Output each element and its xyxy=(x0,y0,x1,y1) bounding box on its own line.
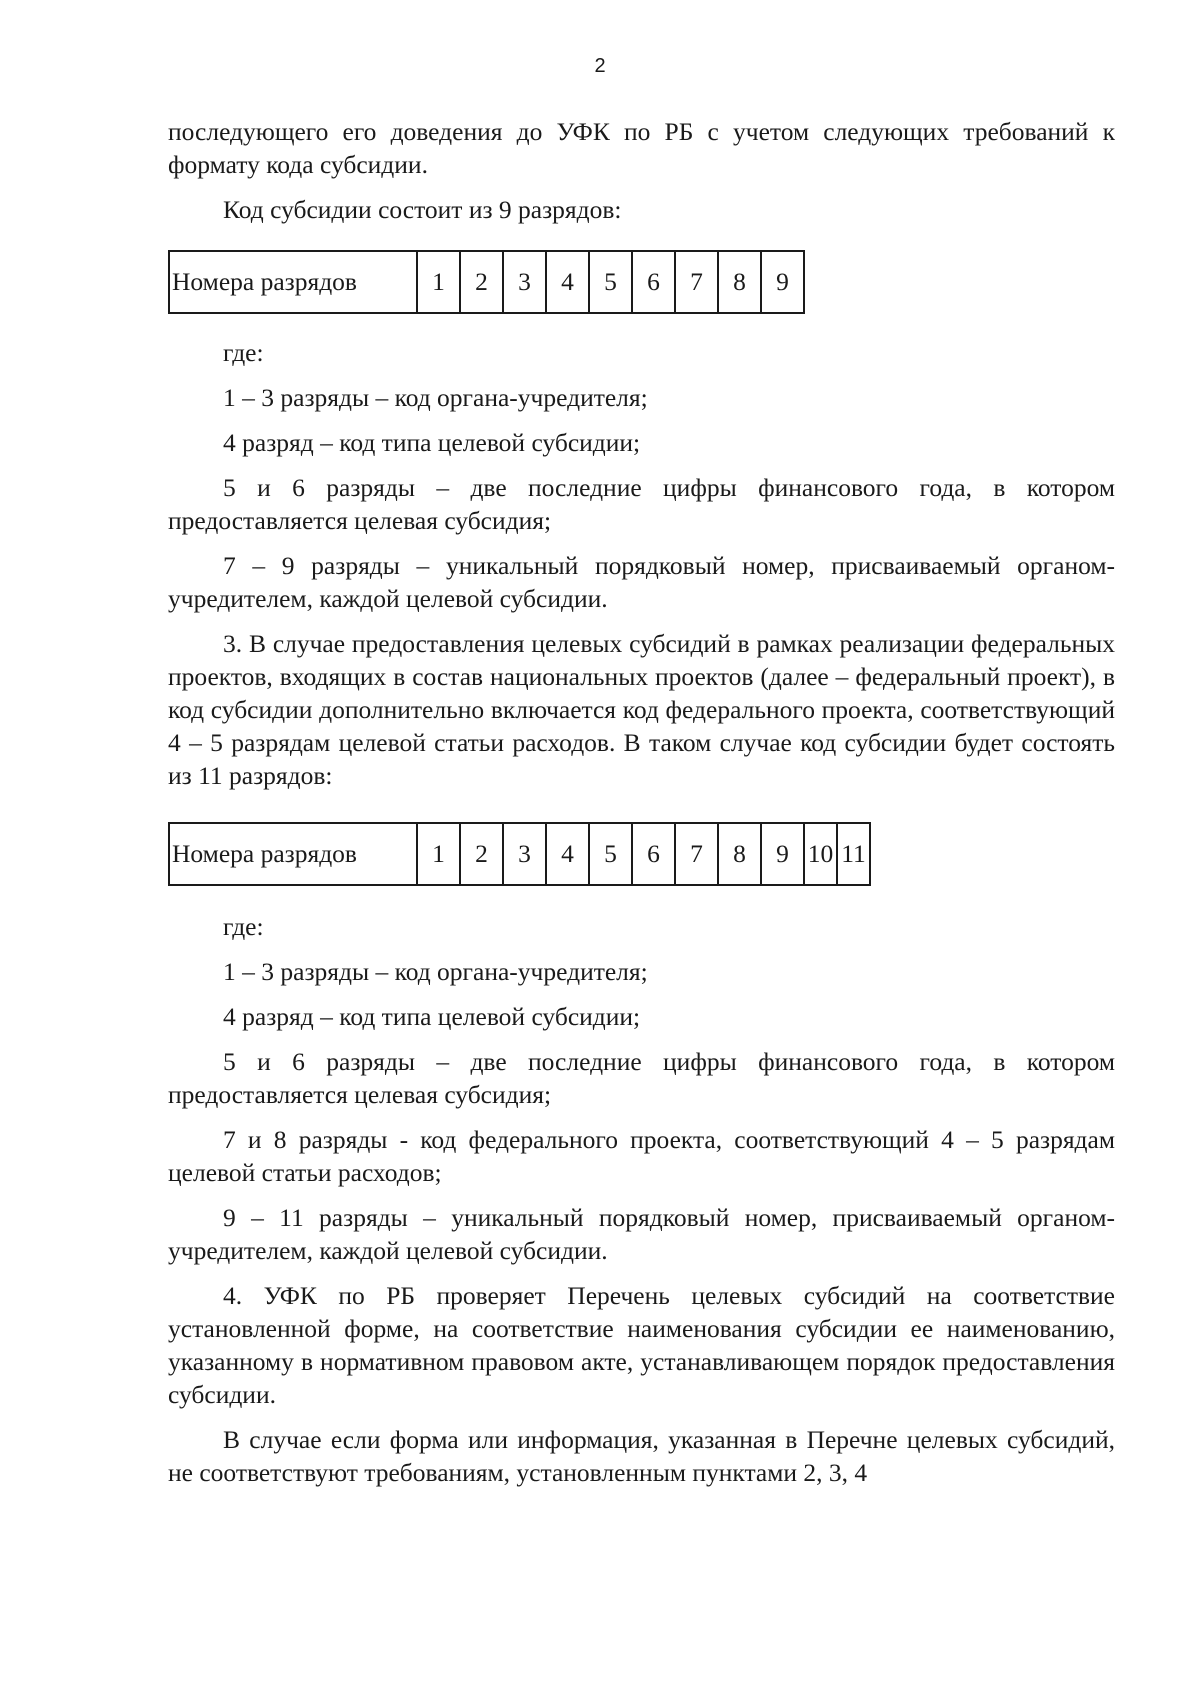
where-label: где: xyxy=(223,338,264,367)
digits-table-9-wrapper xyxy=(168,250,1115,314)
paragraph-if-noncompliant: В случае если форма или информация, указанная в Перечне целевых субсидий, не соответствуют требованиям, установленным пунктами 2, 3, 4 xyxy=(168,1425,1115,1487)
list-item: 1 – 3 разряды – код органа-учредителя; xyxy=(223,957,648,986)
digit-cell: 4 xyxy=(546,823,589,885)
table-label-cell: Номера разрядов xyxy=(169,823,417,885)
list-item: 7 и 8 разряды - код федерального проекта, соответствующий 4 – 5 разрядам целевой статьи расходов; xyxy=(168,1125,1115,1187)
paragraph-section-3: 3. В случае предоставления целевых субсидий в рамках реализации федеральных проектов, входящих в состав национальных проектов (далее – федеральный проект), в код субсидии дополнительно включается код федерального проекта, соответствующий 4 – 5 разрядам целевой статьи расходов. В таком случае код субсидии будет состоять из 11 разрядов: xyxy=(168,629,1115,790)
digit-cell: 8 xyxy=(718,251,761,313)
digit-cell: 5 xyxy=(589,251,632,313)
where-label: где: xyxy=(223,912,264,941)
digit-cell: 6 xyxy=(632,251,675,313)
paragraph-continuation: последующего его доведения до УФК по РБ с учетом следующих требований к формату кода субсидии. xyxy=(168,117,1115,179)
digit-cell: 8 xyxy=(718,823,761,885)
digit-cell: 3 xyxy=(503,251,546,313)
digit-cell: 1 xyxy=(417,251,460,313)
table-row xyxy=(169,823,870,885)
list-item: 5 и 6 разряды – две последние цифры финансового года, в котором предоставляется целевая субсидия; xyxy=(168,1047,1115,1109)
digit-cell: 1 xyxy=(417,823,460,885)
digit-cell: 5 xyxy=(589,823,632,885)
digit-cell: 2 xyxy=(460,251,503,313)
list-item: 1 – 3 разряды – код органа-учредителя; xyxy=(223,383,648,412)
paragraph-code-structure: Код субсидии состоит из 9 разрядов: xyxy=(223,195,622,224)
digit-cell: 7 xyxy=(675,823,718,885)
list-item: 5 и 6 разряды – две последние цифры финансового года, в котором предоставляется целевая субсидия; xyxy=(168,473,1115,535)
list-item: 4 разряд – код типа целевой субсидии; xyxy=(223,1002,641,1031)
digit-cell: 9 xyxy=(761,251,804,313)
digits-table-9 xyxy=(168,250,805,314)
document-body xyxy=(168,115,1115,1489)
list-item: 7 – 9 разряды – уникальный порядковый номер, присваиваемый органом-учредителем, каждой целевой субсидии. xyxy=(168,551,1115,613)
paragraph-section-4: 4. УФК по РБ проверяет Перечень целевых субсидий на соответствие установленной форме, на соответствие наименования субсидии ее наименованию, указанному в нормативном правовом акте, устанавливающем порядок предоставления субсидии. xyxy=(168,1281,1115,1409)
digit-cell: 10 xyxy=(804,823,837,885)
digit-cell: 9 xyxy=(761,823,804,885)
list-item: 9 – 11 разряды – уникальный порядковый номер, присваиваемый органом-учредителем, каждой целевой субсидии. xyxy=(168,1203,1115,1265)
digit-cell: 4 xyxy=(546,251,589,313)
table-row xyxy=(169,251,804,313)
list-item: 4 разряд – код типа целевой субсидии; xyxy=(223,428,641,457)
digits-table-11 xyxy=(168,822,871,886)
page-number: 2 xyxy=(594,55,606,77)
digit-cell: 11 xyxy=(837,823,870,885)
digit-cell: 3 xyxy=(503,823,546,885)
digit-cell: 2 xyxy=(460,823,503,885)
digit-cell: 7 xyxy=(675,251,718,313)
table-label-cell: Номера разрядов xyxy=(169,251,417,313)
digits-table-11-wrapper xyxy=(168,822,1115,886)
digit-cell: 6 xyxy=(632,823,675,885)
